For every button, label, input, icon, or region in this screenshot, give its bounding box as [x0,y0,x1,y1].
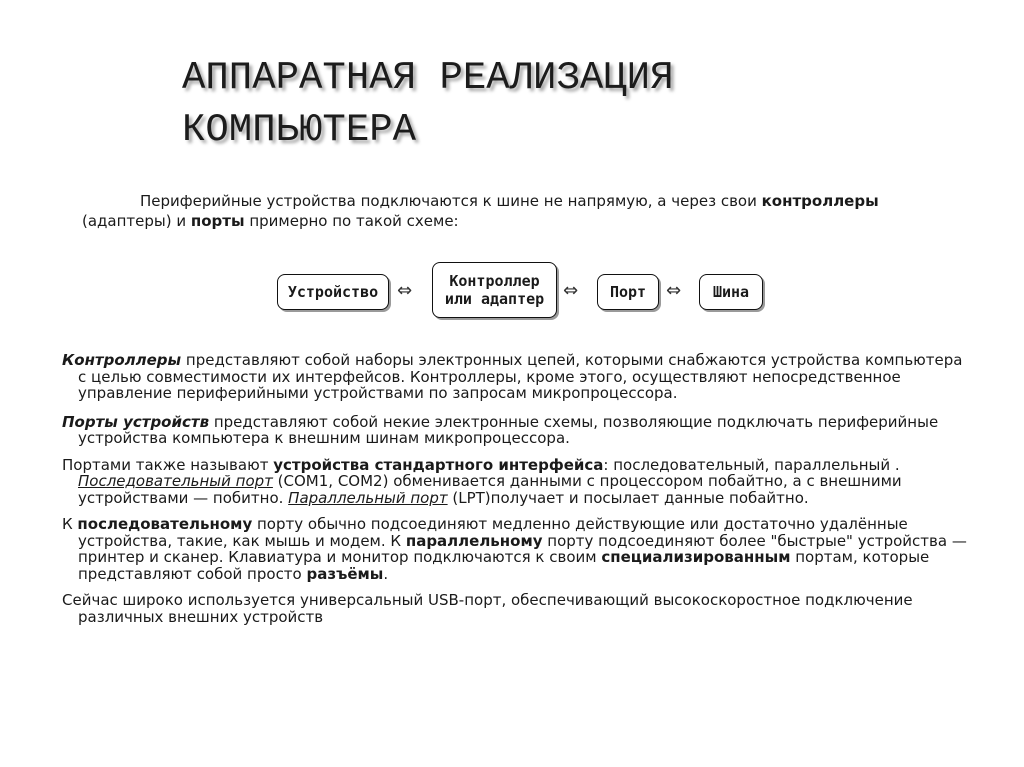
paragraph-text: К [62,515,78,533]
title-line-1: АППАРАТНАЯ РЕАЛИЗАЦИЯ [182,56,674,100]
intro-text-2: (адаптеры) и [82,212,191,230]
term-controllers: Контроллеры [62,351,182,369]
paragraph-controllers [62,352,967,402]
paragraph-connections [62,516,967,582]
paragraph-standard-interface [62,457,967,507]
paragraph-text: (COM1, COM2) обменивается данными с процессором побайтно, а с внешними устройствами — побитно. [78,472,902,507]
controller-box [432,262,557,318]
term-serial-port: Последовательный порт [78,472,273,490]
paragraph-text: порту подсоединяют более "быстрые" устройства — принтер и сканер. Клавиатура и монитор подключаются к своим [78,531,967,566]
connection-diagram [277,262,777,324]
port-label: Порт [609,283,647,301]
intro-bold-ports: порты [190,212,245,230]
term-connectors: разъёмы [306,564,384,583]
controller-label-line-1: Контроллер [449,272,540,290]
double-arrow-icon: ⇔ [666,280,682,301]
device-box [277,274,389,310]
port-box [597,274,659,310]
paragraph-usb [62,592,967,625]
slide-title [182,52,882,156]
paragraph-text: . [383,564,389,583]
intro-text-3: примерно по такой схеме: [244,212,459,230]
paragraph-text: : последовательный, параллельный . [603,455,900,474]
term-parallel: параллельному [405,531,543,550]
bus-label: Шина [712,283,750,301]
title-line-2: КОМПЬЮТЕРА [182,108,417,152]
term-device-ports: Порты устройств [62,412,210,431]
paragraph-text: порту обычно подсоединяют медленно действующие или достаточно удалённые устройства, такие, как мышь и модем. К [78,515,908,550]
intro-text-1: Периферийные устройства подключаются к шине не напрямую, а через свои [140,192,762,210]
paragraph-text: представляют собой наборы электронных цепей, которыми снабжаются устройства компьютера с целью совместимости их интерфейсов. Контроллеры, кроме этого, осуществляют непосредственное управление периферийными устройствами по запросам микропроцессора. [78,351,963,402]
term-serial: последовательному [77,515,253,533]
term-parallel-port: Параллельный порт [288,488,448,507]
device-label: Устройство [287,283,379,301]
paragraph-text: представляют собой некие электронные схемы, позволяющие подключать периферийные устройства компьютера к внешним шинам микропроцессора. [78,412,939,447]
intro-paragraph [82,191,932,231]
term-standard-interface: устройства стандартного интерфейса [273,455,604,474]
paragraph-text: Портами также называют [62,455,274,474]
paragraph-text: портам, которые представляют собой просто [78,548,930,583]
paragraph-text: Сейчас широко используется универсальный USB-порт, обеспечивающий высокоскоростное подключение различных внешних устройств [62,591,913,626]
paragraph-ports [62,414,967,447]
double-arrow-icon: ⇔ [397,280,413,301]
double-arrow-icon: ⇔ [563,280,579,301]
term-specialized: специализированным [601,548,791,566]
intro-bold-controllers: контроллеры [761,192,879,210]
controller-label-line-2: или адаптер [444,290,545,308]
bus-box [699,274,763,310]
paragraph-text: (LPT)получает и посылает данные побайтно. [447,488,809,507]
body-text [62,352,967,635]
